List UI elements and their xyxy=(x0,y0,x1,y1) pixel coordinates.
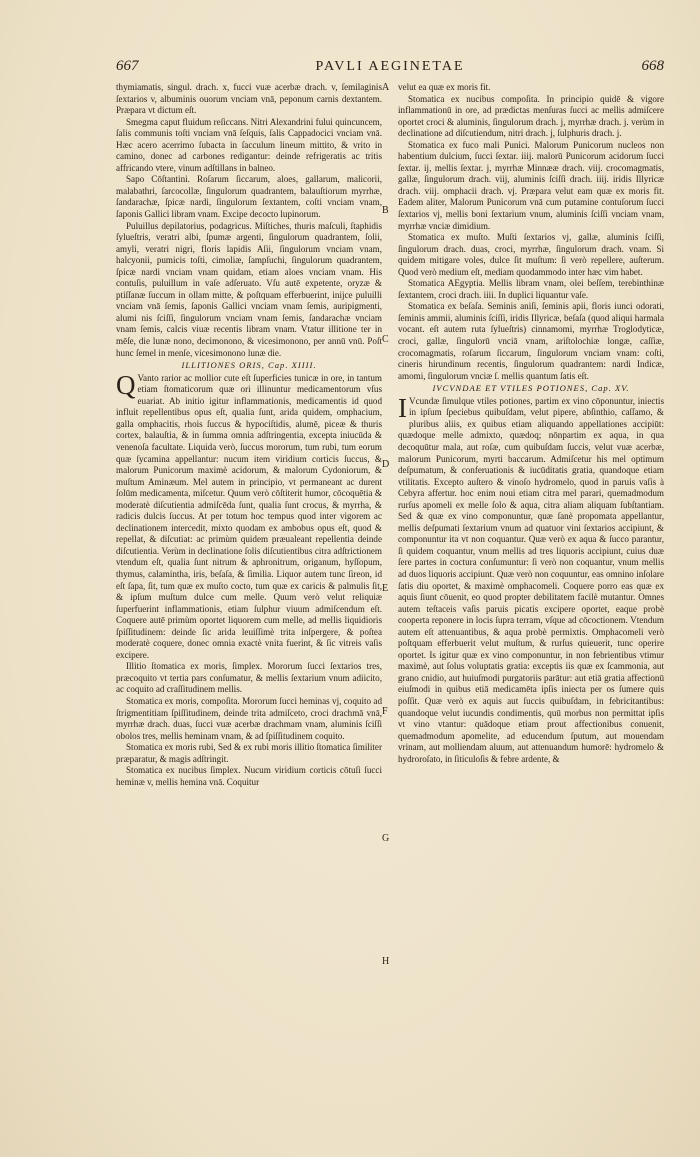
paragraph: Illitio ſtomatica ex moris, ſimplex. Mororum ſucci ſextarios tres, præcoquito vt tertia pars conſumatur, & mellis ſextarium vnum adiicito, ac coquito ad craſſitudinem mellis. xyxy=(116,661,382,695)
paragraph: Puluillus depilatorius, podagricus. Miſtiches, thuris maſculi, ſtaphidis ſylueſtris, veratri albi, ſpumæ argenti, ſingulorum quadrantem, ſolii, amyli, veratri nigri, floris lapidis Aſii, ſingulorum vnciam vnam, halcyonii, pumicis toſti, cimoliæ, ſampſuchi, ſingulorum quadrantem, ſpicæ nardi vnciam vnam quidam, etiam aloes vnciam vnam. His contuſis, puluillum in vaſe adſeruato. Vſu autē expetente, oryzæ & ptiſſanæ ſuccum in ollam mitte, & poſtquam efferbuerint, inijce puluilli vnciam vnā ſemis, ſaponis Gallici vnciam vnam ſemis, auripigmenti, alumi nis ſciſſi, ſingulorum vnciam vnam ſemis, ſandarachæ vnciam vnam ſemis, calcis viuæ recentis libram vnam. Vtatur illitione ter in mēſe, die lunæ nono, decimonono, & vicesimonono, per annū vnū. Poſt hunc ſemel in menſe, vicesimonono lunæ die. xyxy=(116,220,382,358)
margin-letter-c: C xyxy=(382,334,389,345)
running-title: PAVLI AEGINETAE xyxy=(315,59,465,74)
drop-cap: I xyxy=(398,392,407,423)
margin-letter-h: H xyxy=(382,956,390,967)
paragraph-text: Vanto rarior ac mollior cute eſt ſuperficies tunicæ in ore, in tantum etiam ſtomaticorum quæ ori illinuntur medicamentorum vſus euariat. Ab initio igitur inflammationis, medicamentis id quod influit repellentibus opus eſt, qualia ſunt, arida quidem, omphacium, galla omphacitis, rhois ſuccus & hypociſtidis, alumē, piceæ & thuris cortex, balauſtia, & in ſumma omnia adſtringentia, excepta iniucūda & venenoſa facultate. Liquida verò, ſuccus mororum, tum rubi, tum eorum quæ ſycamina appellantur: nucum item viridium corticis ſuccus, & malorum Punicorum maximè acidorum, & malorum Cydoniorum, & muſtum Aminæum. Mel autem in principio, vt permaneant ac durent ſolūm medicamenta, miſcetur. Quum verò cōſtiterit humor, cōcoquētia & moderatè diſcutientia admiſcēda ſunt, qualia ſunt crocus, & myrrha, & radicis dulcis ſuccus. At per totum hoc tempus quod inter vigorem ac declinationem intercedit, mixto quodam ex ambobus opus eſt, quod & repellat, & diſcutiat: ac primùm quidem præualeant repellentia deinde diſcutientia. Verùm in declinatione ſolis diſcutientibus citra adſtrictionem vtendum eſt, qualia ſunt nitrum & aphronitrum, origanum, hyſſopum, thymus, calamintha, iris, beſaſa, & ſimilia. Liquor autem tunc ſireon, id eſt ſapa, ſit, tum quæ ex muſto cocto, tum quæ ex caricis & palmulis ſit, & ipſum muſtum dulce cum melle. Quum verò velut reliquiæ ſuperfuerint inflammationis, etiam ſulphur viuum admiſcendum eſt. Coquere autē primùm oportet liquorem cum melle, ad mellis liquidioris ſpiſſitudinem: deinde ſic arida leuiſſimè trita inſpergere, & poſtea moderatè coquere, donec omnia exactè vnita fuerint, & ſic vitreis vaſis excipere. xyxy=(116,372,382,660)
paragraph: Sapo Cōſtantini. Roſarum ſiccarum, aloes, gallarum, malicorii, malabathri, ſarcocollæ, ſingulorum quadrantem, balauſtiorum myrrhæ, ſandarachæ, ſpicæ nardi, ſingulorum ſextantem, coſti vnciam vnam, ſaponis Gallici libram vnam. Excipe decocto lupinorum. xyxy=(116,174,382,220)
page-number-left: 667 xyxy=(116,58,139,74)
drop-cap: Q xyxy=(116,369,136,400)
paragraph: Stomatica ex nucibus compoſita. In principio quidē & vigore inflammationū in ore, ad prædictas menſuras ſucci ac mellis admiſcere oportet croci & aluminis, ſingulorum drach. j, myrrhæ drach. j. verùm in declinatione ad diſcutiendum, nitri drach. j, ſulphuris drach. j. xyxy=(398,93,664,139)
chapter-heading: IVCVNDAE ET VTILES POTIONES, Cap. XV. xyxy=(432,383,630,394)
paragraph: Stomatica ex beſaſa. Seminis aniſi, ſeminis apii, floris iunci odorati, ſeminis ammii, aluminis ſciſſi, iridis Illyricæ, beſaſa (quod aliqui harmala vocant. eſt autem ruta ſylueſtris) cinnamomi, myrrhæ Troglodyticæ, croci, gallæ, ſingulorū vnciā vnam, ariſtolochiæ longæ, caſſiæ, crocomagmatis, roſarum ſiccarum, ſingulorum vnciam vnam: coſti, cineris hirundinum recentis, ſingulorum quadrantem: nardi Indicæ, amomi, ſingulorum vnciæ ſ. mellis quantum ſatis eſt. xyxy=(398,301,664,381)
page-number-right: 668 xyxy=(641,58,664,74)
paragraph: Stomatica ex moris, compoſita. Mororum ſucci heminas vj, coquito ad ſtrigmentitiam ſpiſſitudinem, deinde trita admiſceto, croci drachmā vnā, myrrhæ drach. duas, ſucci vuæ acerbæ drachmam vnam, aluminis ſciſſi obolos tres, mellis heminam vnam, & ad ſpiſſitudinem coquito. xyxy=(116,695,382,741)
paragraph: Stomatica AEgyptia. Mellis libram vnam, olei beſſem, terebinthinæ ſextantem, croci drach. iiii. In duplici liquantur vaſe. xyxy=(398,278,664,300)
left-column xyxy=(116,82,382,788)
chapter-heading: ILLITIONES ORIS, Cap. XIIII. xyxy=(181,360,317,371)
margin-letter-g: G xyxy=(382,833,390,844)
paragraph: Stomatica ex muſto. Muſti ſextarios vj, gallæ, aluminis ſciſſi, ſingulorum drach. duas, croci, myrrhæ, ſingulorum drach. vnam. Si quidem mitigare voles, dulce ſit muſtum: ſi verò repellere, auſterum. Quod verò medium eſt, mediam quodammodo inter hæc vim habet. xyxy=(398,232,664,277)
paragraph: Smegma caput fluidum reſiccans. Nitri Alexandrini fului quincuncem, ſalis communis toſti vnciam vnā ſeſquis, ſalis Cappadocici vnciam vnā. Hæc acero acerrimo ſubacta in ſacculum lineum mittito, & vrito in camino, donec ad carbones redigantur: deinde refrigeratis ac tritis affricando vtere, vinum adſtillans in balneo. xyxy=(116,116,382,173)
margin-letter-f: F xyxy=(382,706,388,717)
chapter-opening-paragraph xyxy=(116,369,382,662)
margin-letter-d: D xyxy=(382,459,390,470)
paragraph: thymiamatis, singul. drach. x, fucci vuæ acerbæ drach. v, ſemilaginis ſextarios v, albuminis ouorum vnciam vnā, peponum carnis dextantem. Præpara vt dictum eſt. xyxy=(116,82,382,116)
margin-letter-a: A xyxy=(382,82,390,93)
paragraph: Stomatica ex nucibus ſimplex. Nucum viridium corticis cōtuſi ſucci heminæ v, mellis hemina vnā. Coquitur xyxy=(116,765,382,787)
margin-letter-b: B xyxy=(382,205,389,216)
running-header xyxy=(116,58,664,80)
right-column xyxy=(398,82,664,765)
paragraph: Stomatica ex fuco mali Punici. Malorum Punicorum nucleos non habentium dulcium, ſucci ſextar. iiij. malorū Punicorum acidorum ſucci ſextar. ij, mellis ſextar. j, myrrhæ Minnææ drach. viij. crocomagmatis, gallæ, ſingulorum drach. viij, aluminis ſciſſi drach. iiij. iridis Illyricæ drach. viij. omphacii drach. vj. Præpara velut eam quæ ex moris fit. Eadem aliter, Malorum Punicorum vnā cum putamine contuſorum ſucci ſextarios vj, mellis boni ſextarium vnum, aluminis ſciſſi vnciam vnam, myrrhæ vnciæ dimidium. xyxy=(398,139,664,231)
paragraph: velut ea quæ ex moris fit. xyxy=(398,82,491,92)
paragraph: Stomatica ex moris rubi, Sed & ex rubi moris illitio ſtomatica ſimiliter præparatur, & magis adſtringit. xyxy=(116,742,382,764)
paragraph-text: Vcundæ ſimulque vtiles potiones, partim ex vino cōponuntur, iniectis in ipſum ſpeciebus quibuſdam, velut pipere, abſinthio, caſſamo, & pluribus aliis, ex quibus etiam aliquando appellationes accipiūt: quædoque melle admixto, quædoq; nōnpartim ex aqua, in qua decoquūtur mala, aut roſæ, cum quibuſdam ſuccis, velut vuæ acerbæ, malorum Punicorum, myrti baccarum. Admiſcetur his mel optimum deſpumatum, & conferuationis & iucūditatis gratia, quandoque etiam vtilitatis. Excepto auſtero & vinoſo hydromelo, quod in paruis vaſis à Cebyra affertur. hoc enim noui etiam citra mel parari, quemadmodum rurſus apomeli ex melle ſolo & aqua, citra aliam aliquam ſubſtantiam. Sed & quæ ex vino componuntur, quæ ſanè propomata appellantur, mellis deſpumati ſextarium vnum ad quatuor vini ſextarios accipiunt, & componuntur ita vt non coquantur. Quæ verò ex aqua & ſucco parantur, ſi quidem coquantur, vnum mellis ad tres liquoris accipiunt, cuius duæ ſere partes in coctura conſumuntur: ſi verò non coquantur, vnum mellis ad duos liquoris accipiunt. Quæ verò non coquuntur, eas omnino inſolare ſatis diu oportet, & maximè omphacomeli. Coquere porro eas quæ ex aquis ſiunt cōuenit, eo quod propter debilitatem facilè mutantur. Omnes autem teſtaceis vaſis paruis picatis excipere oportet, eaque probè cooperta reponere in locis ſupra terram, vſque ad cōcoctionem. Vtendum autem eſt attenuantibus, & aqua probè permixtis. Omphacomeli verò poſtquam efferbuerit velut muſtum, & rurſus quieuerit, tunc operire oportet. Is igitur quæ ex vino componuntur, in non febrientibus vtimur maximè, aut ſolus voluptatis gratia: exceptis iis quæ ex ſcammonia, aut grano cnidio, aut huiuſmodi purgatoriis parātur: aut etiā gratia affectionū eiuſmodi in quibus etiā medicamēta ipſis iniecta per os ſumere quis poſſit. Quæ verò ex aquis aut ſuccis quibuſdam, in febricitantibus: quandoque velut iucundis condimentis, quū morbus non permittat ipſis vt vino vtantur: quādoque etiam prout affectionibus conuenit, quemadmodum apomelite, ad educendum ſputum, aut mouendam vrinam, aut molliendam aluum, aut attenuandum humorē: hydromelo & hydroroſato, in ſiticuloſis & febre ardente, & xyxy=(398,395,664,764)
margin-letter-e: E xyxy=(382,583,389,594)
chapter-opening-paragraph xyxy=(398,392,664,766)
